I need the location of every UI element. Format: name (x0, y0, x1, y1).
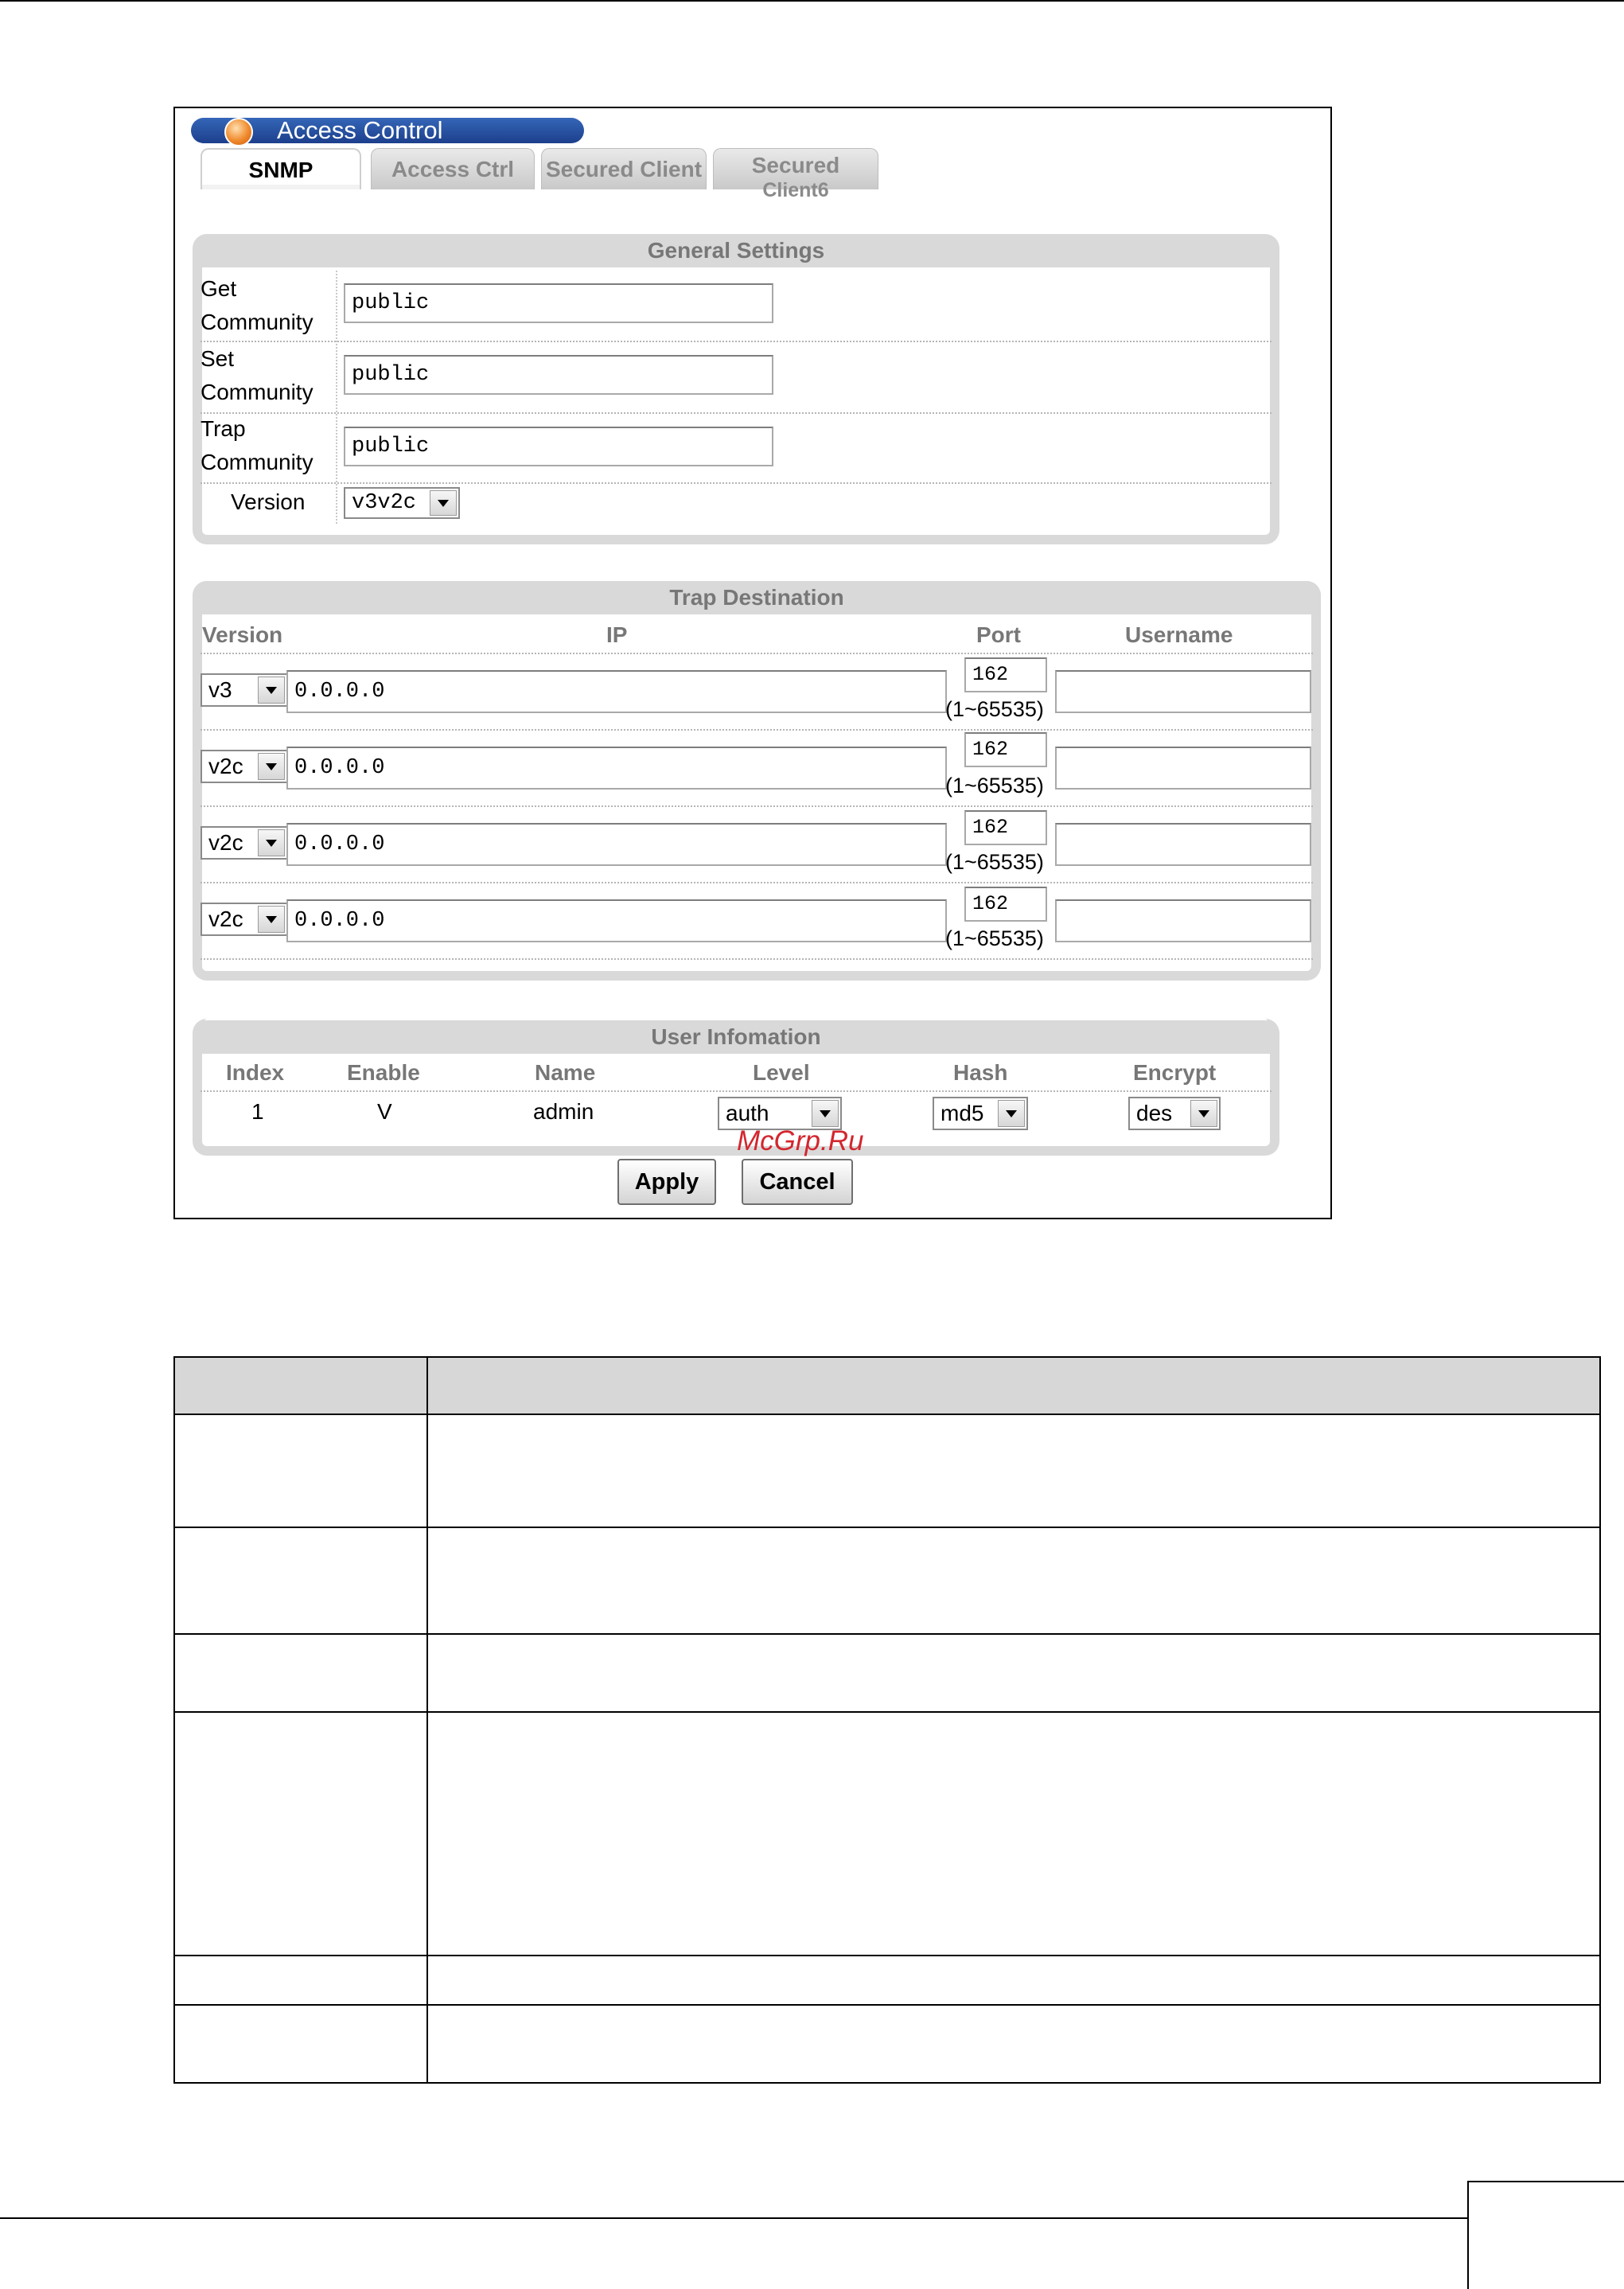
trap-community-label (201, 412, 314, 479)
label-line: Get (201, 276, 237, 301)
table-cell (427, 1634, 1600, 1712)
select-value: v3v2c (352, 491, 417, 515)
trap-ip-input[interactable]: 0.0.0.0 (286, 899, 947, 942)
select-value: v2c (208, 907, 243, 931)
column-divider (336, 271, 337, 524)
table-cell (427, 1414, 1600, 1527)
table-cell (427, 2005, 1600, 2083)
trap-ip-input[interactable]: 0.0.0.0 (286, 823, 947, 866)
trap-community-input[interactable]: public (344, 427, 773, 466)
apply-button[interactable]: Apply (617, 1159, 716, 1205)
trap-username-input[interactable] (1055, 747, 1311, 790)
chevron-down-icon (258, 829, 285, 856)
set-community-label (201, 342, 314, 409)
trap-port-input[interactable]: 162 (964, 810, 1047, 845)
chevron-down-icon (258, 906, 285, 933)
trap-version-select[interactable] (201, 673, 288, 707)
select-value: v2c (208, 754, 243, 778)
row-divider (201, 882, 1313, 883)
trap-username-input[interactable] (1055, 670, 1311, 713)
chevron-down-icon (998, 1100, 1025, 1127)
label-line: Set (201, 346, 235, 371)
watermark: McGrp.Ru (737, 1125, 864, 1156)
orb-icon (224, 118, 253, 146)
trap-version-select[interactable] (201, 750, 288, 783)
user-encrypt-select[interactable] (1128, 1097, 1221, 1130)
chevron-down-icon (430, 490, 457, 516)
row-divider (201, 729, 1313, 731)
table-header-cell (174, 1357, 427, 1414)
row-divider (201, 341, 1272, 342)
tab-label: SNMP (248, 158, 314, 182)
chevron-down-icon (812, 1100, 839, 1127)
row-divider (201, 653, 1313, 654)
cancel-button[interactable]: Cancel (742, 1159, 853, 1205)
select-value: des (1136, 1101, 1173, 1125)
col-port: Port (976, 622, 1021, 647)
port-range-hint: (1~65535) (945, 697, 1044, 721)
row-divider (201, 805, 1313, 807)
table-cell (174, 2005, 427, 2083)
chevron-down-icon (258, 753, 285, 780)
table-row (174, 1414, 1600, 1527)
col-enable: Enable (347, 1060, 420, 1085)
table-row (174, 1712, 1600, 1956)
tab-label: Secured Client (545, 157, 703, 181)
row-divider (201, 958, 1313, 960)
table-row (174, 1956, 1600, 2005)
table-cell (174, 1712, 427, 1956)
table-cell (427, 1527, 1600, 1634)
top-rule (0, 0, 1624, 2)
table-cell (174, 1414, 427, 1527)
table-header-row (174, 1357, 1600, 1414)
table-cell (427, 1956, 1600, 2005)
tab-secured-client[interactable] (541, 148, 707, 189)
user-enable: V (377, 1099, 392, 1124)
tab-label-line2: Client6 (762, 179, 829, 201)
select-value: auth (726, 1101, 769, 1125)
version-label: Version (231, 489, 306, 514)
description-table (173, 1356, 1601, 2084)
table-cell (427, 1712, 1600, 1956)
trap-version-select[interactable] (201, 826, 288, 860)
table-cell (174, 1527, 427, 1634)
trap-ip-input[interactable]: 0.0.0.0 (286, 747, 947, 790)
trap-username-input[interactable] (1055, 823, 1311, 866)
col-username: Username (1125, 622, 1233, 647)
table-cell (174, 1634, 427, 1712)
window-title: Access Control (277, 116, 443, 144)
table-row (174, 1634, 1600, 1712)
trap-port-input[interactable]: 162 (964, 732, 1047, 767)
tab-snmp[interactable] (201, 148, 361, 189)
user-name: admin (533, 1099, 594, 1124)
label-line: Trap (201, 416, 246, 441)
label-line: Community (201, 310, 314, 334)
select-value: md5 (941, 1101, 984, 1125)
trap-port-input[interactable]: 162 (964, 887, 1047, 922)
table-cell (174, 1956, 427, 2005)
port-range-hint: (1~65535) (945, 926, 1044, 950)
user-index: 1 (251, 1099, 264, 1124)
table-row (174, 2005, 1600, 2083)
label-line: Community (201, 450, 314, 474)
get-community-input[interactable]: public (344, 283, 773, 323)
col-name: Name (535, 1060, 596, 1085)
row-divider (201, 412, 1272, 414)
col-encrypt: Encrypt (1133, 1060, 1217, 1085)
tab-label-line1: Secured (751, 153, 840, 177)
footer-rule (0, 2217, 1467, 2219)
col-level: Level (753, 1060, 810, 1085)
chevron-down-icon (258, 677, 285, 704)
trap-destination-heading: Trap Destination (193, 581, 1321, 614)
user-information-heading: User Infomation (193, 1020, 1279, 1054)
get-community-label (201, 272, 314, 339)
port-range-hint: (1~65535) (945, 774, 1044, 797)
tab-label: Access Ctrl (391, 157, 515, 181)
row-divider (201, 1090, 1272, 1092)
set-community-input[interactable]: public (344, 355, 773, 395)
label-line: Community (201, 380, 314, 404)
table-row (174, 1527, 1600, 1634)
page-number-box (1467, 2181, 1624, 2289)
col-version: Version (202, 622, 283, 647)
col-ip: IP (606, 622, 628, 647)
user-hash-select[interactable] (933, 1097, 1028, 1130)
port-range-hint: (1~65535) (945, 850, 1044, 874)
tab-access-ctrl[interactable] (371, 148, 535, 189)
trap-port-input[interactable]: 162 (964, 657, 1047, 692)
general-settings-heading: General Settings (193, 234, 1279, 267)
chevron-down-icon (1190, 1100, 1217, 1127)
table-header-cell (427, 1357, 1600, 1414)
version-select[interactable] (344, 487, 460, 519)
col-index: Index (226, 1060, 285, 1085)
tab-secured-client6[interactable] (713, 148, 878, 201)
select-value: v2c (208, 830, 243, 855)
trap-ip-input[interactable]: 0.0.0.0 (286, 670, 947, 713)
select-value: v3 (208, 677, 232, 702)
row-divider (201, 482, 1272, 484)
col-hash: Hash (953, 1060, 1008, 1085)
trap-username-input[interactable] (1055, 899, 1311, 942)
trap-version-select[interactable] (201, 903, 288, 936)
